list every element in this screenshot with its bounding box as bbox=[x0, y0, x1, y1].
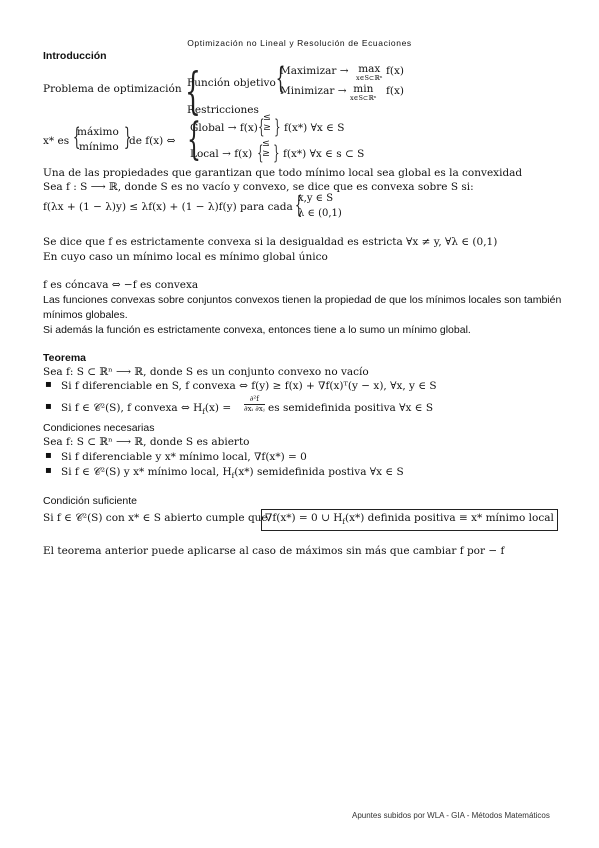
global-tail: f(x*) ∀x ∈ S bbox=[284, 122, 345, 134]
local-brace-r: { bbox=[273, 140, 280, 164]
min-operator: min x∈S⊂ℝⁿ bbox=[350, 83, 377, 102]
problem-brace: { bbox=[184, 62, 201, 120]
strict-convexity: Se dice que f es estrictamente convexa si la desigualdad es estricta ∀x ≠ y, ∀λ ∈ (0,1) bbox=[43, 236, 498, 248]
minimo-text: mínimo bbox=[79, 141, 119, 153]
intro-heading: Introducción bbox=[43, 50, 107, 62]
convex-property-paragraph: Las funciones convexas sobre conjuntos convexos tienen la propiedad de que los mínimos locales son también mínimos globales. bbox=[43, 294, 562, 321]
objective-label: Función objetivo bbox=[187, 77, 276, 89]
cond-brace: { bbox=[294, 191, 303, 219]
convexity-line2: Sea f : S ⟶ ℝ, donde S es no vacío y convexo, se dice que es convexa sobre S si: bbox=[43, 181, 474, 193]
maximize-text: Maximizar → bbox=[280, 65, 349, 77]
closing-remark: El teorema anterior puede aplicarse al caso de máximos sin más que cambiar f por − f bbox=[43, 545, 505, 557]
sufficient-heading: Condición suficiente bbox=[43, 495, 137, 507]
theorem-bullet-2-tail: es semidefinida positiva ∀x ∈ S bbox=[268, 402, 434, 414]
theorem-heading: Teorema bbox=[43, 352, 86, 364]
restrictions-label: Restricciones bbox=[187, 104, 259, 116]
theorem-bullet-1: Si f diferenciable en S, f convexa ⇔ f(y) ≥ f(x) + ∇f(x)ᵀ(y − x), ∀x, y ∈ S bbox=[61, 380, 437, 392]
page-header: Optimización no Lineal y Resolución de Ecuaciones bbox=[187, 38, 412, 48]
xstar-es: x* es bbox=[43, 135, 70, 147]
necessary-heading: Condiciones necesarias bbox=[43, 422, 155, 434]
local-ineq: ≤ ≥ bbox=[262, 138, 270, 159]
global-line: Global → f(x) bbox=[190, 122, 258, 134]
maxmin-brace-left: { bbox=[72, 123, 81, 151]
bullet-icon: ▪ bbox=[45, 465, 52, 476]
theorem-bullet-2: Si f ∈ 𝒞²(S), f convexa ⇔ $H_f(x)$ = bbox=[61, 402, 232, 417]
global-brace-l: { bbox=[258, 114, 265, 138]
sufficient-lead: Si f ∈ 𝒞²(S) con x* ∈ S abierto cumple que bbox=[43, 512, 268, 524]
concave-definition: f es cóncava ⇔ −f es convexa bbox=[43, 279, 199, 291]
strict-unique-paragraph: Si además la función es estrictamente convexa, entonces tiene a lo sumo un mínimo global. bbox=[43, 324, 471, 336]
cond-xy: x,y ∈ S bbox=[298, 193, 334, 204]
theorem-statement: Sea f: S ⊂ ℝⁿ ⟶ ℝ, donde S es un conjunto convexo no vacío bbox=[43, 366, 369, 378]
objective-brace: { bbox=[275, 61, 286, 96]
problem-label: Problema de optimización bbox=[43, 83, 182, 95]
convexity-line1: Una de las propiedades que garantizan que todo mínimo local sea global es la convexidad bbox=[43, 167, 523, 179]
bullet-icon: ▪ bbox=[45, 401, 52, 412]
page-footer: Apuntes subidos por WLA - GIA - Métodos Matemáticos bbox=[352, 811, 550, 820]
bullet-icon: ▪ bbox=[45, 379, 52, 390]
local-line: Local → f(x) bbox=[190, 148, 253, 160]
global-local-brace: { bbox=[187, 114, 201, 165]
convexity-inequality: f(λx + (1 − λ)y) ≤ λf(x) + (1 − λ)f(y) para cada bbox=[43, 201, 293, 213]
local-brace-l: { bbox=[257, 140, 264, 164]
maximo-text: máximo bbox=[77, 126, 119, 138]
necessary-bullet-1: Si f diferenciable y x* mínimo local, ∇f(x*) = 0 bbox=[61, 451, 307, 463]
hessian-fraction: ∂²f ∂xᵢ ∂xⱼ bbox=[244, 395, 265, 413]
bullet-icon: ▪ bbox=[45, 450, 52, 461]
global-ineq: ≤ ≥ bbox=[263, 112, 271, 133]
necessary-bullet-2: Si f ∈ 𝒞²(S) y x* mínimo local, $H_f(x*)$ semidefinida postiva ∀x ∈ S bbox=[61, 466, 404, 481]
de-fx-iff: de f(x) ⇔ bbox=[129, 135, 176, 147]
cond-lambda: λ ∈ (0,1) bbox=[298, 208, 342, 219]
unique-minimum: En cuyo caso un mínimo local es mínimo global único bbox=[43, 251, 328, 263]
min-fx: f(x) bbox=[386, 85, 405, 97]
maxmin-brace-right: { bbox=[123, 123, 132, 151]
sufficient-boxed-condition: ∇f(x*) = 0 ∪ $H_f(x*)$ definida positiva ≡ x* mínimo local bbox=[261, 509, 558, 531]
max-fx: f(x) bbox=[386, 65, 405, 77]
global-brace-r: { bbox=[274, 114, 281, 138]
necessary-statement: Sea f: S ⊂ ℝⁿ ⟶ ℝ, donde S es abierto bbox=[43, 436, 250, 448]
max-operator: max x∈S⊂ℝⁿ bbox=[356, 63, 383, 82]
minimize-text: Minimizar → bbox=[280, 85, 347, 97]
local-tail: f(x*) ∀x ∈ s ⊂ S bbox=[283, 148, 365, 160]
